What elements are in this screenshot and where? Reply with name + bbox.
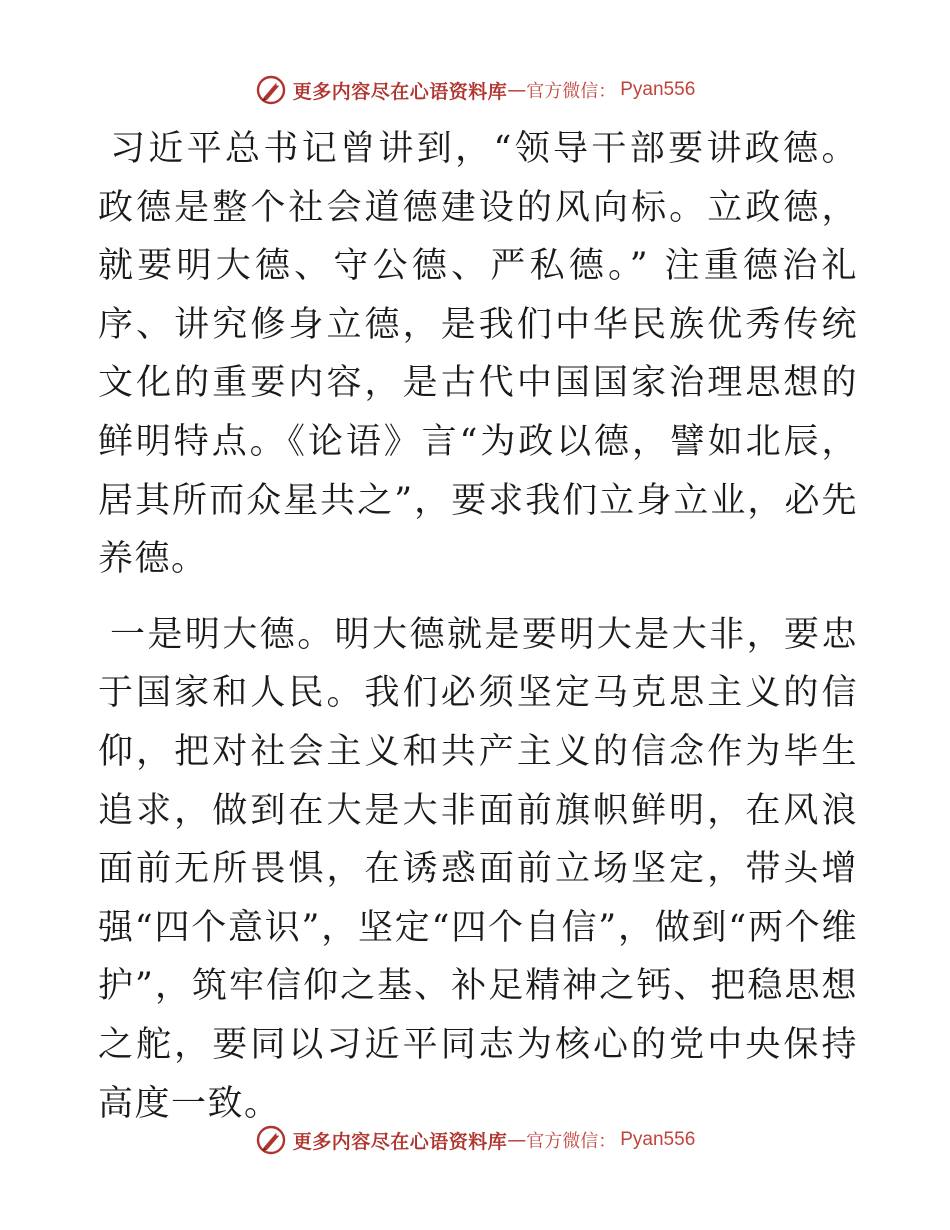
wechat-id: Pyan556 <box>620 79 696 100</box>
watermark-slogan: 更多内容尽在心语资料库 <box>292 80 508 103</box>
watermark-separator: — <box>507 1129 527 1151</box>
wechat-id: Pyan556 <box>620 1129 696 1150</box>
paragraph-1: 习近平总书记曾讲到，“领导干部要讲政德。政德是整个社会道德建设的风向标。立政德，就要明大德、守公德、严私德。” 注重德治礼序、讲究修身立德，是我们中华民族优秀传统文化的重要内容，是古代中国国家治理思想的鲜明特点。《论语》言“为政以德，譬如北辰，居其所而众星共之”，要求我们立身立业，必先养德。 <box>98 129 858 580</box>
watermark-separator: — <box>507 79 527 101</box>
paragraph-2: 一是明大德。明大德就是要明大是大非，要忠于国家和人民。我们必须坚定马克思主义的信仰，把对社会主义和共产主义的信念作为毕生追求，做到在大是大非面前旗帜鲜明，在风浪面前无所畏惧，在诱惑面前立场坚定，带头增强“四个意识”，坚定“四个自信”，做到“两个维护”，筑牢信仰之基、补足精神之钙、把稳思想之舵，要同以习近平同志为核心的党中央保持高度一致。 <box>98 614 858 1124</box>
wechat-label: 官方微信： <box>526 81 617 102</box>
pen-logo-icon <box>255 1124 287 1156</box>
watermark-slogan: 更多内容尽在心语资料库 <box>292 1130 508 1153</box>
header-watermark <box>0 70 950 110</box>
document-body <box>98 120 858 1133</box>
pen-logo-icon <box>255 74 287 106</box>
wechat-label: 官方微信： <box>526 1131 617 1152</box>
footer-watermark <box>0 1120 950 1160</box>
